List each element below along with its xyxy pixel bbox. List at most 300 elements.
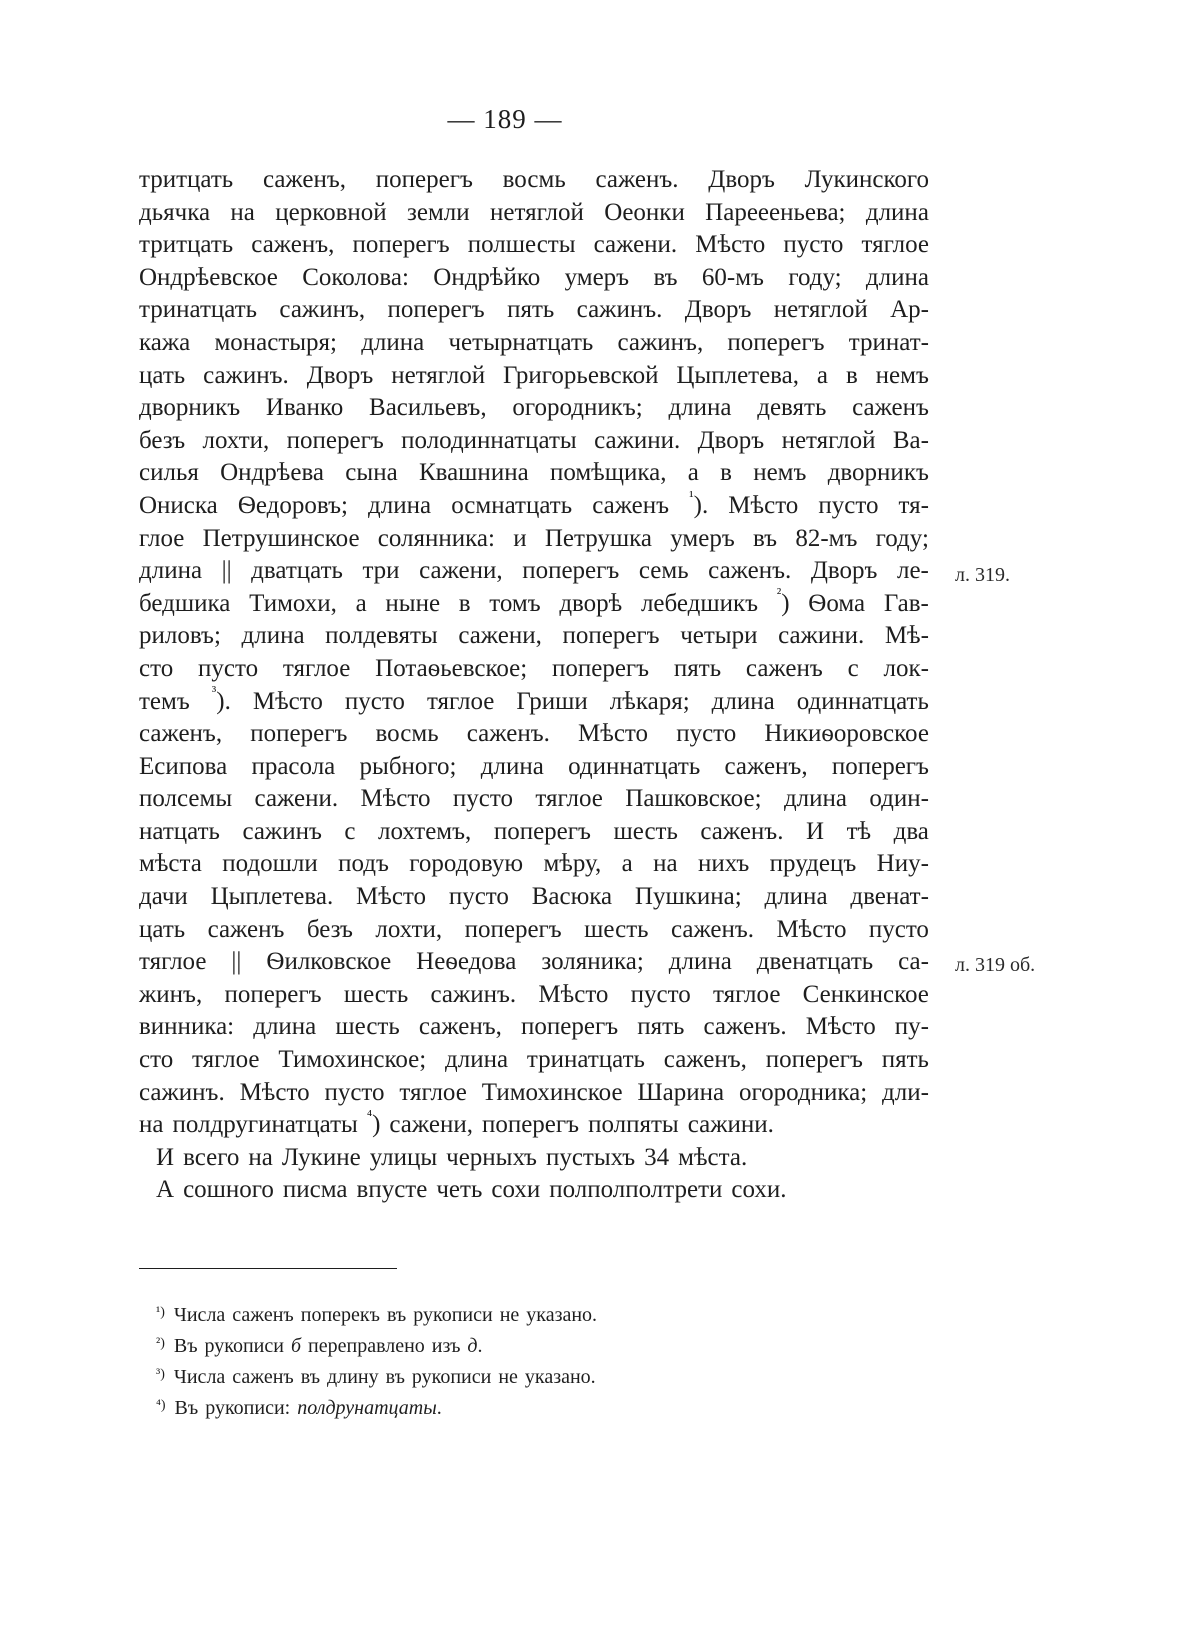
text-line — [139, 425, 929, 458]
word: девять — [757, 394, 827, 422]
word: четь — [436, 1176, 483, 1204]
text-line — [139, 457, 929, 490]
word: Ар- — [890, 296, 929, 324]
word: длина — [139, 557, 203, 585]
word: полпяты — [588, 1111, 679, 1139]
text-line — [139, 1174, 929, 1207]
word: длина — [711, 687, 775, 715]
word: тяглое — [192, 1046, 260, 1074]
word: городовую — [409, 850, 524, 878]
footnote-mark: ³) — [156, 1367, 165, 1382]
word: саженъ — [745, 654, 823, 682]
body-text — [139, 164, 929, 1207]
word: сажинъ — [242, 817, 322, 845]
word: восмь — [502, 166, 566, 193]
word: пять — [507, 296, 555, 324]
word: саженъ. — [595, 166, 679, 193]
word: с — [344, 817, 356, 845]
word: тяглое — [139, 948, 207, 976]
word: полдругинатцаты — [172, 1111, 358, 1139]
word: Мѣсто — [728, 491, 799, 519]
word: Ондрѣйко — [433, 263, 541, 291]
word: поперегъ — [765, 1046, 863, 1074]
text-line — [139, 229, 929, 262]
word: немъ — [753, 459, 807, 487]
word: саженъ — [592, 491, 670, 519]
word: длина — [865, 198, 929, 226]
word: Потаѳьевское; — [375, 654, 528, 682]
word: саженъ, — [139, 720, 223, 748]
word: Гриши — [516, 687, 588, 715]
word: длина — [783, 785, 847, 813]
word: риловъ; — [139, 622, 221, 650]
word: золяника; — [541, 948, 644, 976]
word: одиннатцать — [796, 687, 929, 715]
word: сажинъ. — [203, 361, 289, 389]
word: саженъ — [852, 394, 929, 422]
word: улицы — [369, 1143, 438, 1171]
word: четырнатцать — [448, 328, 594, 356]
word: сына — [345, 459, 398, 487]
word: осмнатцать — [451, 491, 573, 519]
footnote-mark: ¹) — [156, 1305, 165, 1320]
word: тринатцать — [139, 296, 258, 324]
word: Дворъ — [708, 166, 775, 193]
word: въ — [653, 263, 678, 291]
text-line — [139, 881, 929, 914]
word: И — [806, 817, 825, 845]
word: Ониска — [139, 491, 218, 519]
word: два — [893, 817, 929, 845]
word: сохи — [491, 1176, 541, 1204]
word: Мѣсто — [538, 980, 609, 1008]
word: Мѣсто — [356, 883, 427, 911]
word: мѣста. — [678, 1143, 748, 1171]
word: поперегъ — [522, 557, 620, 585]
word: сажинъ. — [139, 1078, 225, 1106]
word: двенатцать — [756, 948, 874, 976]
text-line — [139, 555, 929, 588]
word: пусто — [818, 491, 879, 519]
word: пусто — [783, 231, 844, 259]
margin-note-folio-319-verso: л. 319 об. — [955, 954, 1036, 976]
word: полдевяты — [325, 622, 438, 650]
word: черныхъ — [446, 1143, 537, 1171]
footnote-3 — [156, 1362, 597, 1393]
word: писма — [282, 1176, 348, 1204]
word: а — [687, 459, 699, 487]
word: дьячка — [139, 198, 211, 226]
word: Пашковское; — [625, 785, 762, 813]
word: кажа — [139, 328, 191, 356]
text-line — [139, 1142, 929, 1175]
word: году; — [788, 263, 842, 291]
text-line — [139, 848, 929, 881]
word: сошного — [183, 1176, 274, 1204]
word: Цыплетева. — [210, 883, 334, 911]
word: пусто — [452, 785, 513, 813]
word: длина — [445, 1046, 509, 1074]
word: тяглое — [282, 654, 351, 682]
word: пять — [881, 1046, 929, 1074]
word: семь — [638, 557, 689, 585]
word: в — [458, 589, 471, 617]
text-line — [139, 523, 929, 556]
word: Петрушинское — [202, 524, 360, 552]
word: пусто — [448, 883, 509, 911]
word: а — [816, 361, 829, 389]
word: пусто — [198, 654, 259, 682]
word: безъ — [306, 915, 353, 943]
word: сажинъ. — [576, 296, 663, 324]
word: сажени. — [254, 785, 339, 813]
text-line — [139, 490, 929, 523]
word: поперегъ — [521, 1013, 619, 1041]
word: шесть — [335, 1013, 400, 1041]
word: нихъ — [698, 850, 750, 878]
word: || — [221, 557, 232, 585]
word: Неѳедова — [416, 948, 517, 976]
word: нетяглой — [773, 296, 868, 324]
word: Ва- — [892, 426, 929, 454]
word: $^{^2}$) — [776, 586, 790, 617]
word: дли- — [882, 1078, 929, 1106]
word: поперегъ — [286, 426, 384, 454]
word: земли — [407, 198, 470, 226]
word: натцать — [139, 817, 220, 845]
word: Ѳедоровъ; — [237, 491, 348, 519]
word: дватцать — [251, 557, 343, 585]
word: в — [845, 361, 858, 389]
word: длина — [865, 263, 929, 291]
word: глое — [139, 524, 185, 552]
word: 34 — [644, 1143, 670, 1171]
word: Петрушка — [544, 524, 652, 552]
word: в — [720, 459, 732, 487]
word: четыри — [680, 622, 758, 650]
text-line — [139, 588, 929, 621]
word: поперегъ — [375, 166, 473, 193]
word: шесть — [613, 817, 678, 845]
word: длина — [668, 394, 732, 422]
text-line — [139, 816, 929, 849]
word: въ — [752, 524, 778, 552]
word: шесть — [343, 980, 409, 1008]
word: сто — [139, 1046, 174, 1074]
word: Мѣсто — [239, 1078, 310, 1106]
word: длина — [764, 883, 828, 911]
word: всего — [183, 1143, 240, 1171]
page-number: — 189 — — [447, 104, 563, 134]
footnote-italic: полдрунатцаты — [297, 1397, 437, 1419]
word: Мѣсто — [360, 785, 431, 813]
word: пусто — [676, 720, 737, 748]
word: умеръ — [670, 524, 735, 552]
text-line — [139, 914, 929, 947]
word: || — [231, 948, 242, 976]
word: 82-мъ — [795, 524, 858, 552]
word: Никиѳоровское — [764, 720, 929, 748]
text-line — [139, 294, 929, 327]
word: Лукинского — [804, 166, 929, 193]
word: сажени. — [593, 231, 678, 259]
word: Ондрѣевское — [139, 263, 278, 291]
word: Мѣсто — [776, 915, 847, 943]
word: саженъ. — [700, 817, 784, 845]
word: и — [513, 524, 527, 552]
word: тяглое — [861, 231, 929, 259]
word: двенат- — [850, 883, 929, 911]
word: подошли — [222, 850, 318, 878]
word: поперегъ — [224, 980, 322, 1008]
word: тяглое — [535, 785, 603, 813]
word: с — [847, 654, 859, 682]
word: тринатцать — [526, 1046, 645, 1074]
word: И — [156, 1143, 175, 1171]
word: $^{^4}$) — [366, 1107, 381, 1139]
word: пусто — [630, 980, 691, 1008]
word: тринат- — [848, 328, 929, 356]
word: шесть — [584, 915, 649, 943]
word: Ѳилковское — [266, 948, 392, 976]
word: умеръ — [564, 263, 630, 291]
word: прасола — [251, 752, 336, 780]
word: Есипова — [139, 752, 228, 780]
word: саженъ. — [466, 720, 550, 748]
text-line — [139, 653, 929, 686]
word: поперегъ — [387, 296, 485, 324]
word: полсемы — [139, 785, 233, 813]
footnotes — [156, 1300, 597, 1424]
text-line — [139, 1077, 929, 1110]
word: нетяглой — [391, 361, 486, 389]
word: саженъ. — [703, 1013, 787, 1041]
text-line — [139, 686, 929, 719]
text-line — [139, 751, 929, 784]
word: Дворъ — [684, 296, 752, 324]
word: поперегъ — [562, 622, 660, 650]
text-line — [139, 1109, 929, 1142]
footnote-2 — [156, 1331, 597, 1362]
word: сажинъ, — [279, 296, 366, 324]
word: сажени, — [458, 622, 542, 650]
word: солянника: — [377, 524, 495, 552]
word: Дворъ — [810, 557, 878, 585]
word: Квашнина — [418, 459, 529, 487]
word: Ниу- — [876, 850, 929, 878]
word: саженъ. — [708, 557, 792, 585]
word: Ѳома — [808, 589, 866, 617]
word: сохи. — [731, 1176, 787, 1204]
text-line — [139, 718, 929, 751]
word: на — [230, 198, 255, 226]
footnote-mark: ²) — [156, 1336, 165, 1351]
word: Мѣсто — [252, 687, 323, 715]
word: полодиннатцаты — [401, 426, 577, 454]
word: а — [621, 850, 633, 878]
word: сажени, — [419, 557, 503, 585]
word: саженъ, — [724, 752, 808, 780]
word: одиннатцать — [568, 752, 701, 780]
word: сажени, — [389, 1111, 473, 1139]
word: бедшика — [139, 589, 231, 617]
word: длина — [241, 622, 305, 650]
footnote-italic: д — [467, 1335, 478, 1357]
word: лохтемъ, — [378, 817, 472, 845]
margin-note-folio-319: л. 319. — [955, 564, 1010, 586]
word: дворникъ — [827, 459, 929, 487]
word: поперегъ — [250, 720, 348, 748]
footnote-text: Въ рукописи — [173, 1335, 291, 1357]
word: тѣ — [846, 817, 872, 845]
word: Цыплетева, — [676, 361, 800, 389]
word: сажини. — [778, 622, 865, 650]
word: Иванко — [265, 394, 344, 422]
footnote-text: . — [436, 1397, 442, 1419]
word: саженъ, — [663, 1046, 747, 1074]
word: тя- — [898, 491, 929, 519]
text-line — [139, 946, 929, 979]
word: поперегъ — [831, 752, 929, 780]
text-line — [139, 392, 929, 425]
word: нетяглой — [490, 198, 584, 226]
word: Сенкинское — [802, 980, 929, 1008]
footnote-mark: ⁴) — [156, 1398, 166, 1413]
word: 60-мъ — [701, 263, 764, 291]
word: поперегъ — [493, 817, 591, 845]
word: сто — [139, 654, 174, 682]
word: тритцать — [139, 231, 234, 259]
word: сажинъ, — [617, 328, 704, 356]
word: мѣру, — [543, 850, 602, 878]
word: саженъ — [207, 915, 285, 943]
text-line — [139, 164, 929, 197]
word: темъ — [139, 687, 190, 715]
word: пу- — [894, 1013, 929, 1041]
word: мѣста — [139, 850, 202, 878]
word: са- — [898, 948, 929, 976]
word: тритцать — [139, 166, 234, 193]
footnote-text: . — [477, 1335, 483, 1357]
word: огородникъ; — [512, 394, 643, 422]
word: три — [362, 557, 400, 585]
word: лок- — [883, 654, 929, 682]
word: ле- — [896, 557, 929, 585]
word: винника: — [139, 1013, 235, 1041]
word: жинъ, — [139, 980, 203, 1008]
footnote-text: переправлено изъ — [301, 1335, 468, 1357]
word: Васюка — [531, 883, 613, 911]
word: Мѣ- — [884, 622, 929, 650]
word: лохти, — [202, 426, 270, 454]
word: Мѣсто — [805, 1013, 876, 1041]
footnote-4 — [156, 1393, 597, 1424]
text-line — [139, 979, 929, 1012]
word: сажини. — [687, 1111, 774, 1139]
word: Григорьевской — [503, 361, 659, 389]
word: сажини. — [594, 426, 681, 454]
text-line — [139, 783, 929, 816]
word: рыбного; — [359, 752, 457, 780]
word: дворникъ — [139, 394, 241, 422]
word: Шарина — [637, 1078, 725, 1106]
word: длина — [480, 752, 544, 780]
word: тяглое — [712, 980, 781, 1008]
word: полшесты — [467, 231, 576, 259]
word: Дворъ — [306, 361, 374, 389]
word: году; — [875, 524, 929, 552]
word: Мѣсто — [695, 231, 766, 259]
word: длина — [368, 491, 432, 519]
word: пустыхъ — [545, 1143, 636, 1171]
text-line — [139, 262, 929, 295]
word: Дворъ — [697, 426, 765, 454]
word: безъ — [139, 426, 186, 454]
word: впусте — [356, 1176, 428, 1204]
text-line — [139, 360, 929, 393]
word: саженъ, — [251, 231, 335, 259]
word: лѣкаря; — [609, 687, 690, 715]
word: цать — [139, 915, 186, 943]
word: тяглое — [426, 687, 495, 715]
text-line — [139, 197, 929, 230]
word: Ондрѣева — [220, 459, 325, 487]
word: саженъ. — [670, 915, 755, 943]
word: монастыря; — [214, 328, 337, 356]
footnote-text: Числа саженъ въ длину въ рукописи не указано. — [173, 1366, 596, 1388]
word: поперегъ — [481, 1111, 580, 1139]
word: пусто — [344, 687, 405, 715]
word: церковной — [275, 198, 387, 226]
word: на — [139, 1111, 164, 1139]
text-line — [139, 1011, 929, 1044]
word: а — [355, 589, 367, 617]
word: Пареееньева; — [705, 198, 846, 226]
word: Тимохи, — [249, 589, 337, 617]
footnote-italic: б — [290, 1335, 302, 1357]
word: на — [653, 850, 678, 878]
word: $^{^3}$). — [211, 684, 231, 715]
footnote-text: Числа саженъ поперекъ въ рукописи не указано. — [173, 1304, 598, 1326]
word: сажинъ. — [430, 980, 517, 1008]
word: на — [248, 1143, 273, 1171]
word: Тимохинское — [481, 1078, 623, 1106]
word: поперегъ — [551, 654, 650, 682]
word: пять — [673, 654, 722, 682]
word: поперегъ — [464, 915, 562, 943]
word: саженъ, — [262, 166, 347, 193]
word: огородника; — [738, 1078, 868, 1106]
word: полполполтрети — [549, 1176, 723, 1204]
word: подъ — [338, 850, 389, 878]
word: Оеонки — [604, 198, 685, 226]
word: дачи — [139, 883, 188, 911]
word: пусто — [324, 1078, 385, 1106]
word: Лукине — [281, 1143, 361, 1171]
word: А — [156, 1176, 175, 1204]
word: дворѣ — [559, 589, 623, 617]
word: немъ — [875, 361, 929, 389]
word: саженъ, — [418, 1013, 502, 1041]
word: длина — [668, 948, 732, 976]
word: лохти, — [375, 915, 443, 943]
word: тяглое — [399, 1078, 467, 1106]
footnote-text: Въ рукописи: — [174, 1397, 298, 1419]
word: помѣщика, — [549, 459, 667, 487]
text-line — [139, 327, 929, 360]
word: пусто — [868, 915, 929, 943]
word: поперегъ — [352, 231, 450, 259]
